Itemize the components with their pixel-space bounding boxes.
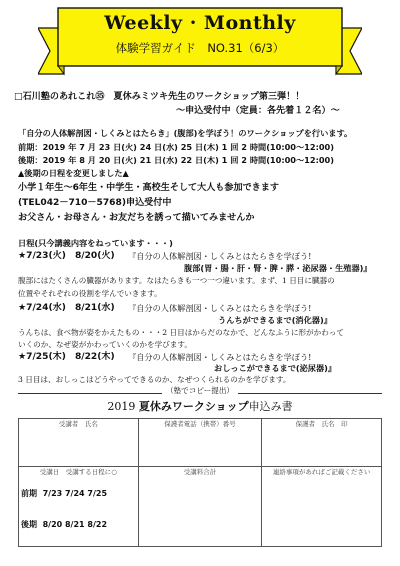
name-cell[interactable] [19, 419, 139, 467]
title-banner [38, 6, 362, 80]
date-cell[interactable] [19, 467, 139, 547]
section-heading: □石川塾のあれこれ㉟ 夏休みミツキ先生のワークショップ第三弾！！ [14, 92, 305, 102]
form-title-bold: 夏休みワークショップ [138, 400, 249, 413]
form-title-year: 2019 [107, 400, 139, 413]
day2-desc1: うんちは、食べ物が姿をかえたもの・・・2 日目はからだのなかで、どんなふうに形がかわって [18, 328, 344, 337]
day1-desc2: 位置やそれぞれの役割を学んでいきます。 [18, 289, 162, 298]
phone-label: 保護者電話（携帯）番号 [164, 420, 236, 428]
section-heading-sub: ～申込受付中（定員：各先着１２名）～ [176, 106, 340, 116]
date-label: 受講日 受講する日程に○ [39, 468, 117, 476]
phone-cell[interactable] [138, 419, 261, 467]
day3-desc1: 3 日目は、おしっこはどうやってできるのか、なぜつくられるのかを学びます。 [18, 375, 291, 384]
day3-title: 『自分の人体解剖図・しくみとはたらきを学ぼう! [128, 352, 312, 362]
first-term-date-options: 7/23 7/24 7/25 [42, 489, 108, 498]
schedule-heading: 日程(只今講義内容をねっています・・・) [18, 238, 173, 248]
invite-text: お父さん・お母さん・お友だちを誘って描いてみませんか [18, 213, 255, 223]
form-row-bottom [19, 467, 382, 547]
day2-date: ★7/24(水) 8/21(水) [18, 303, 115, 313]
first-term-label: 前期 [21, 489, 37, 498]
day3-subject: おしっこができるまで(泌尿器)』 [214, 363, 337, 373]
day1-subject: 腹部(胃・腸・肝・腎・脾・膵・泌尿器・生殖器)』 [184, 263, 372, 273]
day1-date: ★7/23(火) 8/20(火) [18, 251, 115, 261]
fee-cell[interactable] [138, 467, 261, 547]
guardian-label: 保護者 氏名 印 [295, 420, 348, 428]
name-label: 受講者 氏名 [58, 420, 98, 428]
second-term-dates: 後期：2019 年 8 月 20 日(火) 21 日(水) 22 日(木) 1 回 2 時間(10:00～12:00) [18, 155, 334, 165]
first-term-options[interactable] [21, 488, 136, 499]
tel-text: (TEL042－710－5768)申込受付中 [18, 198, 172, 208]
banner-title: Weekly · Monthly [104, 12, 296, 34]
cut-note: （塾でコピー提出） [162, 386, 238, 395]
day2-subject: うんちができるまで(消化器)』 [218, 315, 332, 325]
banner-subtitle: 体験学習ガイド NO.31（6/3） [115, 41, 285, 55]
second-term-options[interactable] [21, 519, 136, 530]
schedule-change-note: ▲後期の日程を変更しました▲ [18, 168, 129, 178]
second-term-date-options: 8/20 8/21 8/22 [42, 520, 108, 529]
first-term-dates: 前期：2019 年 7 月 23 日(火) 24 日(水) 25 日(木) 1 回 2 時間(10:00～12:00) [18, 142, 334, 152]
notes-cell[interactable] [262, 467, 382, 547]
day2-title: 『自分の人体解剖図・しくみとはたらきを学ぼう! [128, 303, 312, 313]
fee-label: 受講料合計 [183, 468, 217, 476]
day3-date: ★7/25(木) 8/22(木) [18, 352, 115, 362]
day2-desc2: いくのか、なぜ姿がかわっていくのかを学びます。 [18, 340, 192, 349]
form-title-suffix: 申込み書 [248, 400, 293, 413]
guardian-cell[interactable] [262, 419, 382, 467]
intro-lead: 「自分の人体解剖図・しくみとはたらき」(腹部)を学ぼう！のワークショップを行います。 [18, 128, 353, 138]
day1-title: 『自分の人体解剖図・しくみとはたらきを学ぼう! [128, 251, 312, 261]
form-title [0, 401, 400, 414]
application-form [18, 418, 382, 547]
notes-label: 連絡事項があればご記載ください [272, 468, 371, 476]
audience-text: 小学１年生～6年生・中学生・高校生そして大人も参加できます [18, 183, 279, 193]
second-term-label: 後期 [21, 520, 37, 529]
day1-desc1: 腹部にはたくさんの臓器があります。なはたらきも一つ一つ違います。まず、1 日目に臓器の [18, 276, 335, 285]
form-row-top [19, 419, 382, 467]
